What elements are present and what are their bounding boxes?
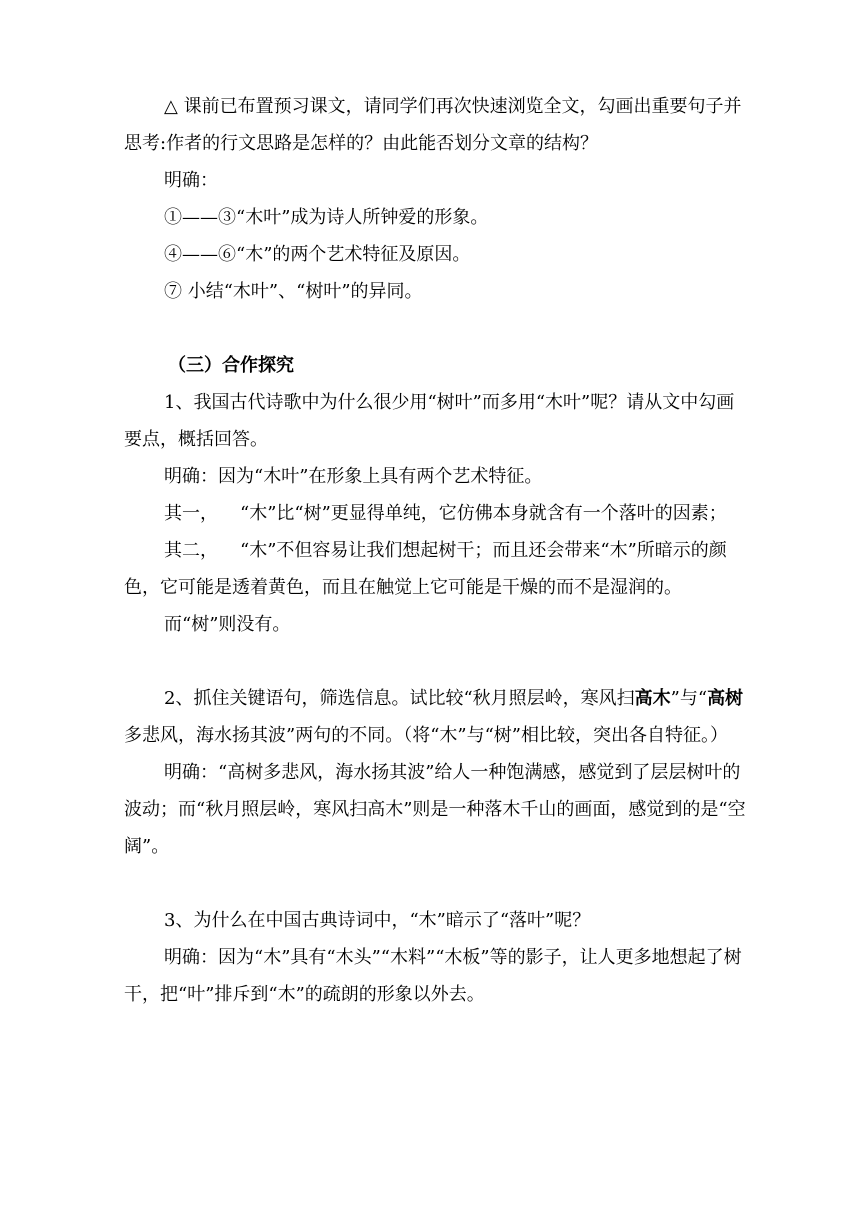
section-heading: （三）合作探究 <box>168 355 294 376</box>
q2-question-part-2: ”与“ <box>670 688 708 709</box>
q2-bold-term-2: 高树 <box>707 688 744 709</box>
q2-question <box>124 680 750 754</box>
intro-paragraph: △ 课前已布置预习课文，请同学们再次快速浏览全文，勾画出重要句子并思考:作者的行文思路是怎样的？由此能否划分文章的结构？ <box>124 96 742 154</box>
q3-question: 3、为什么在中国古典诗词中，“木”暗示了“落叶”呢？ <box>164 910 591 931</box>
q2-bold-term-1: 高木 <box>634 688 671 709</box>
q1-point-2 <box>124 532 750 606</box>
q1-contrast: 而“树”则没有。 <box>164 614 291 635</box>
q1-point-1-label: 其一， <box>164 503 218 524</box>
intro-answer-label: 明确： <box>164 170 218 191</box>
q1-point-1-text: “木”比“树”更显得单纯，它仿佛本身就含有一个落叶的因素； <box>240 503 727 524</box>
q1-point-2-text: “木”不但容易让我们想起树干；而且还会带来“木”所暗示的颜色，它可能是透着黄色，而且在触觉上它可能是干燥的而不是湿润的。 <box>124 540 727 598</box>
q1-point-2-label: 其二， <box>164 540 218 561</box>
q2-answer: 明确：“高树多悲风，海水扬其波”给人一种饱满感，感觉到了层层树叶的波动；而“秋月照层岭，寒风扫高木”则是一种落木千山的画面，感觉到的是“空阔”。 <box>124 762 746 857</box>
structure-item-3: ⑦ 小结“木叶”、“树叶”的异同。 <box>164 281 423 302</box>
q2-question-part-3: 多悲风，海水扬其波”两句的不同。（将“木”与“树”相比较，突出各自特征。） <box>124 725 729 746</box>
q1-point-1 <box>124 495 750 532</box>
q2-question-part-1: 2、抓住关键语句，筛选信息。试比较“秋月照层岭，寒风扫 <box>164 688 635 709</box>
structure-item-2: ④——⑥“木”的两个艺术特征及原因。 <box>164 244 471 265</box>
q3-answer: 明确：因为“木”具有“木头”“木料”“木板”等的影子，让人更多地想起了树干，把“叶”排斥到“木”的疏朗的形象以外去。 <box>124 947 742 1005</box>
q1-question: 1、我国古代诗歌中为什么很少用“树叶”而多用“木叶”呢？请从文中勾画要点，概括回答。 <box>124 392 735 450</box>
q1-answer: 明确：因为“木叶”在形象上具有两个艺术特征。 <box>164 466 543 487</box>
structure-item-1: ①——③“木叶”成为诗人所钟爱的形象。 <box>164 207 489 228</box>
